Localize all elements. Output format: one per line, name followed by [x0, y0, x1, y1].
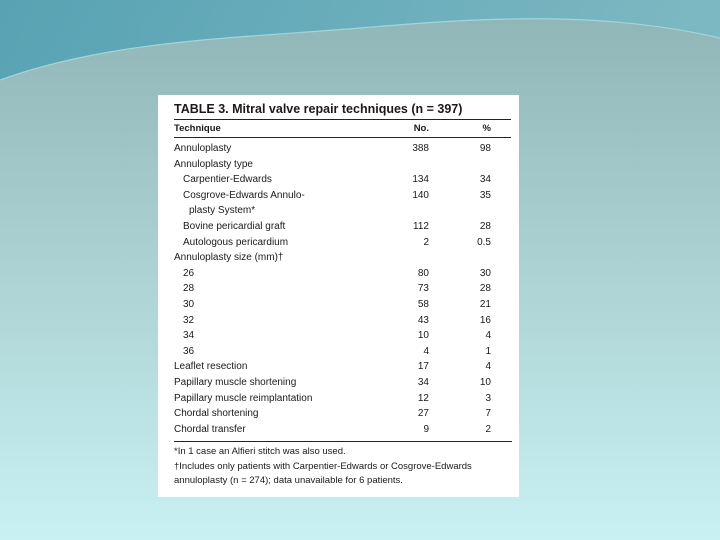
table-row	[174, 157, 511, 173]
row-technique: Chordal transfer	[174, 423, 246, 435]
row-count: 2	[423, 236, 429, 248]
row-technique: Chordal shortening	[174, 408, 259, 420]
row-percent: 35	[479, 189, 491, 201]
row-percent: 10	[479, 376, 491, 388]
row-count: 140	[412, 189, 429, 201]
decorative-wave	[0, 0, 720, 90]
table-row	[174, 406, 511, 422]
table-row	[174, 391, 511, 407]
table-body	[174, 141, 511, 437]
row-percent: 98	[479, 143, 491, 154]
row-technique: Papillary muscle reimplantation	[174, 392, 313, 404]
row-technique: 32	[183, 314, 195, 326]
table-row	[174, 235, 511, 251]
row-count: 9	[423, 423, 429, 435]
row-count: 43	[417, 314, 429, 326]
row-percent: 1	[485, 345, 491, 357]
row-percent: 4	[485, 361, 491, 373]
row-technique: Leaflet resection	[174, 361, 248, 373]
table-row	[174, 422, 511, 438]
table-header-rule	[174, 137, 511, 138]
table-row	[174, 359, 511, 375]
row-technique: 26	[183, 267, 195, 279]
footnotes	[174, 445, 511, 489]
table-row	[174, 172, 511, 188]
table-row	[174, 281, 511, 297]
row-percent: 30	[479, 267, 491, 279]
row-percent: 0.5	[477, 236, 491, 248]
row-technique: Papillary muscle shortening	[174, 376, 297, 388]
table-row	[174, 219, 511, 235]
row-count: 388	[412, 143, 429, 154]
row-count: 73	[417, 283, 429, 295]
row-percent	[429, 203, 491, 219]
row-technique: plasty System*	[189, 205, 256, 217]
footnote: †Includes only patients with Carpentier-Edwards or Cosgrove-Edwards	[174, 460, 472, 472]
table-header	[174, 120, 511, 137]
row-percent: 28	[479, 283, 491, 295]
row-percent	[429, 250, 491, 266]
row-percent: 3	[485, 392, 491, 404]
table-bottom-rule	[174, 441, 512, 442]
row-technique: Bovine pericardial graft	[183, 220, 286, 232]
row-count: 17	[417, 361, 429, 373]
row-technique: Autologous pericardium	[183, 236, 289, 248]
table-row	[174, 344, 511, 360]
table-card	[158, 95, 519, 497]
row-count: 27	[417, 408, 429, 420]
row-count: 112	[413, 220, 429, 232]
row-technique: Annuloplasty type	[174, 158, 253, 170]
row-technique: 28	[183, 283, 195, 295]
row-percent: 4	[485, 330, 491, 342]
table-row	[174, 375, 511, 391]
row-percent: 2	[485, 423, 491, 435]
table-row	[174, 328, 511, 344]
row-count: 10	[417, 330, 429, 342]
row-count: 34	[417, 376, 429, 388]
row-percent: 34	[479, 174, 491, 186]
row-count	[384, 203, 429, 219]
row-technique: 36	[183, 345, 195, 357]
row-percent: 28	[479, 220, 491, 232]
table-title: TABLE 3. Mitral valve repair techniques (n = 397)	[174, 102, 463, 116]
row-technique: Cosgrove-Edwards Annulo-	[183, 189, 305, 201]
row-count: 58	[417, 298, 429, 310]
column-header-percent: %	[482, 123, 491, 134]
table-row	[174, 188, 511, 204]
footnote: *In 1 case an Alfieri stitch was also used.	[174, 446, 346, 458]
row-count: 4	[423, 345, 429, 357]
column-header-number: No.	[413, 123, 429, 134]
table-row	[174, 203, 511, 219]
row-percent: 16	[479, 314, 491, 326]
table-row	[174, 297, 511, 313]
column-header-technique: Technique	[174, 123, 221, 134]
row-count	[384, 157, 429, 173]
table-row	[174, 266, 511, 282]
row-technique: 30	[183, 298, 195, 310]
row-technique: 34	[183, 330, 195, 342]
table-row	[174, 313, 511, 329]
row-technique: Carpentier-Edwards	[183, 174, 272, 186]
row-percent	[429, 157, 491, 173]
row-technique: Annuloplasty	[174, 143, 232, 154]
table-row	[174, 141, 511, 157]
row-count	[384, 250, 429, 266]
row-count: 12	[417, 392, 429, 404]
row-technique: Annuloplasty size (mm)†	[174, 252, 284, 264]
row-count: 134	[412, 174, 429, 186]
table-row	[174, 250, 511, 266]
row-percent: 21	[479, 298, 491, 310]
row-count: 80	[417, 267, 429, 279]
row-percent: 7	[485, 408, 491, 420]
footnote: annuloplasty (n = 274); data unavailable for 6 patients.	[174, 475, 403, 487]
